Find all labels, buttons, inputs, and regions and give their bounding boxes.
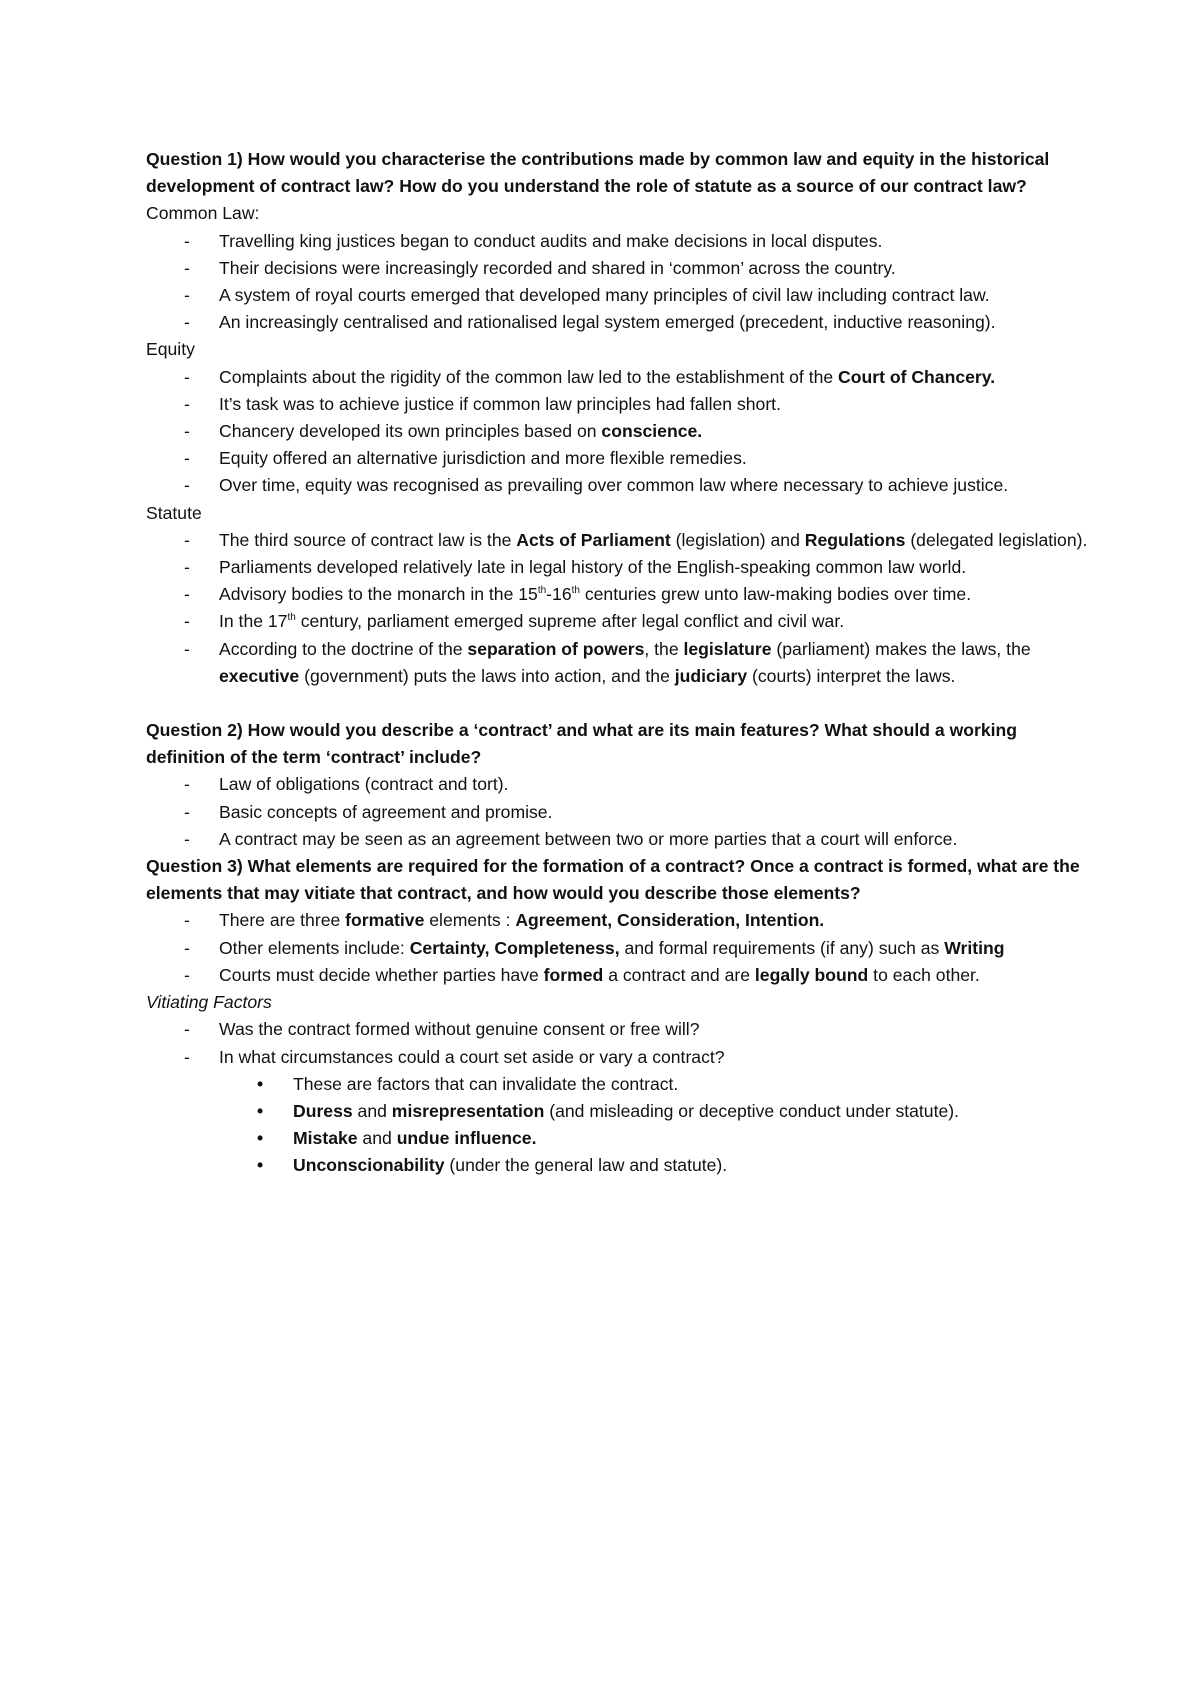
bullet-item: • These are factors that can invalidate the contract. — [146, 1071, 1100, 1098]
statute-heading: Statute — [146, 502, 202, 523]
list-item: - Courts must decide whether parties have formed a contract and are legally bound to each other. — [146, 962, 1100, 989]
list-item: - Advisory bodies to the monarch in the 15th-16th centuries grew unto law-making bodies over time. — [146, 581, 1100, 608]
list-item: - The third source of contract law is the Acts of Parliament (legislation) and Regulations (delegated legislation). — [146, 527, 1100, 554]
equity-heading: Equity — [146, 339, 195, 360]
equity-list — [146, 364, 1100, 500]
bullet-item: • Duress and misrepresentation (and misleading or deceptive conduct under statute). — [146, 1098, 1100, 1125]
list-item: - Travelling king justices began to conduct audits and make decisions in local disputes. — [146, 228, 1100, 255]
list-item: - A system of royal courts emerged that developed many principles of civil law including contract law. — [146, 282, 1100, 309]
list-item: - Was the contract formed without genuine consent or free will? — [146, 1016, 1100, 1043]
list-item: - Other elements include: Certainty, Completeness, and formal requirements (if any) such as Writing — [146, 935, 1100, 962]
vitiating-factors-list — [146, 1016, 1100, 1070]
question-1-heading: Question 1) How would you characterise the contributions made by common law and equity in the historical development of contract law? How do you understand the role of statute as a source of our contract law? — [146, 149, 1050, 197]
list-item: - Parliaments developed relatively late in legal history of the English-speaking common law world. — [146, 554, 1100, 581]
vitiating-factors-bullets — [146, 1071, 1100, 1180]
list-item: - In the 17th century, parliament emerged supreme after legal conflict and civil war. — [146, 608, 1100, 635]
statute-list — [146, 527, 1100, 690]
list-item: - Over time, equity was recognised as prevailing over common law where necessary to achieve justice. — [146, 472, 1100, 499]
question-2-list — [146, 771, 1100, 853]
list-item: - An increasingly centralised and rationalised legal system emerged (precedent, inductive reasoning). — [146, 309, 1100, 336]
list-item: - Law of obligations (contract and tort). — [146, 771, 1100, 798]
question-2-heading: Question 2) How would you describe a ‘contract’ and what are its main features? What should a working definition of the term ‘contract’ include? — [146, 720, 1018, 768]
list-item: - A contract may be seen as an agreement between two or more parties that a court will enforce. — [146, 826, 1100, 853]
bullet-item: • Unconscionability (under the general law and statute). — [146, 1152, 1100, 1179]
vitiating-factors-heading: Vitiating Factors — [146, 992, 272, 1013]
list-item: - Complaints about the rigidity of the common law led to the establishment of the Court of Chancery. — [146, 364, 1100, 391]
question-3-list — [146, 907, 1100, 989]
list-item: - According to the doctrine of the separation of powers, the legislature (parliament) makes the laws, the executive (government) puts the laws into action, and the judiciary (courts) interpret the laws. — [146, 636, 1100, 690]
question-3-heading: Question 3) What elements are required for the formation of a contract? Once a contract is formed, what are the elements that may vitiate that contract, and how would you describe those elements? — [146, 856, 1080, 904]
list-item: - There are three formative elements : Agreement, Consideration, Intention. — [146, 907, 1100, 934]
list-item: - Equity offered an alternative jurisdiction and more flexible remedies. — [146, 445, 1100, 472]
list-item: - Chancery developed its own principles based on conscience. — [146, 418, 1100, 445]
list-item: - In what circumstances could a court set aside or vary a contract? — [146, 1044, 1100, 1071]
common-law-list — [146, 228, 1100, 337]
list-item: - Basic concepts of agreement and promise. — [146, 799, 1100, 826]
common-law-heading: Common Law: — [146, 203, 260, 224]
bullet-item: • Mistake and undue influence. — [146, 1125, 1100, 1152]
list-item: - It’s task was to achieve justice if common law principles had fallen short. — [146, 391, 1100, 418]
list-item: - Their decisions were increasingly recorded and shared in ‘common’ across the country. — [146, 255, 1100, 282]
